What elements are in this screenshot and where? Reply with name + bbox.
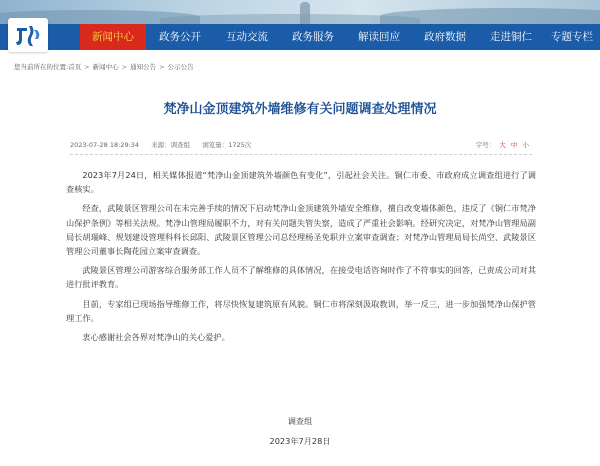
article-paragraph: 衷心感谢社会各界对梵净山的关心爱护。 (82, 332, 230, 343)
logo-icon (13, 22, 43, 48)
breadcrumb (14, 62, 194, 71)
article-signer: 调查组 (287, 416, 313, 426)
font-size-control (476, 140, 532, 149)
nav-item-data[interactable]: 政府数据 (424, 31, 466, 43)
article-date: 2023-07-28 18:29:34 (70, 141, 140, 149)
breadcrumb-announcements[interactable]: 公示公告 (167, 63, 194, 71)
article-meta (70, 140, 532, 149)
font-size-large[interactable]: 大 (499, 141, 506, 149)
article-views: 浏览量：1725次 (202, 141, 252, 149)
nav-item-services[interactable]: 政务服务 (292, 31, 334, 43)
breadcrumb-separator: > (84, 62, 90, 71)
breadcrumb-notices[interactable]: 通知公告 (130, 63, 157, 71)
article-source: 来源：调查组 (151, 141, 191, 149)
article-body (66, 168, 536, 349)
breadcrumb-separator: > (121, 62, 128, 71)
meta-divider (70, 154, 532, 155)
font-size-medium[interactable]: 中 (510, 141, 518, 149)
nav-item-interpretation[interactable]: 解读回应 (358, 31, 400, 43)
banner-monument (300, 2, 310, 24)
breadcrumb-separator: > (159, 62, 165, 71)
nav-items (80, 24, 600, 50)
breadcrumb-prefix: 您当前所在的位置: (14, 63, 69, 71)
nav-item-gov-open[interactable]: 政务公开 (159, 31, 201, 43)
article-paragraph: 经查，武陵景区管理公司在未完善手续的情况下启动梵净山金顶建筑外墙安全维修，擅自改变墙体颜色，违反了《铜仁市梵净山保护条例》等相关法规。梵净山管理局履职不力，对有关问题失管失察，造成了严重社会影响。经研究决定，对梵净山管理局副局长胡瑞峰、规划建设管理科科长邱阳、武陵景区管理公司总经理杨圣免职并立案审查调查；对梵净山管理局局长尚空、武陵景区管理公司董事长陶花园立案审查调查。 (66, 203, 536, 257)
article-paragraph: 目前，专家组已现场指导维修工作，将尽快恢复建筑原有风貌。铜仁市将深刻汲取教训，举一反三，进一步加强梵净山保护管理工作。 (66, 298, 536, 323)
site-logo[interactable] (8, 18, 48, 52)
main-nav (0, 24, 600, 50)
nav-item-topics[interactable]: 专题专栏 (551, 31, 593, 43)
breadcrumb-home[interactable]: 首页 (68, 63, 82, 71)
header-banner (0, 0, 600, 24)
nav-item-interaction[interactable]: 互动交流 (226, 31, 268, 43)
article-title: 梵净山金顶建筑外墙维修有关问题调查处理情况 (163, 102, 437, 117)
banner-hill (380, 8, 600, 24)
article-paragraph: 武陵景区管理公司游客综合服务部工作人员不了解维修的具体情况，在接受电话咨询时作了不符事实的回答，已责成公司对其进行批评教育。 (66, 265, 536, 290)
nav-item-tongren[interactable]: 走进铜仁 (490, 31, 532, 43)
article-sign-date: 2023年7月28日 (269, 436, 331, 446)
nav-item-news[interactable]: 新闻中心 (80, 24, 146, 50)
font-size-small[interactable]: 小 (522, 141, 529, 149)
breadcrumb-news[interactable]: 新闻中心 (92, 63, 119, 71)
font-size-label: 字号： (475, 141, 496, 149)
article-paragraph: 2023年7月24日，相关媒体报道“梵净山金顶建筑外墙颜色有变化”，引起社会关注。铜仁市委、市政府成立调查组进行了调查核实。 (66, 170, 536, 195)
